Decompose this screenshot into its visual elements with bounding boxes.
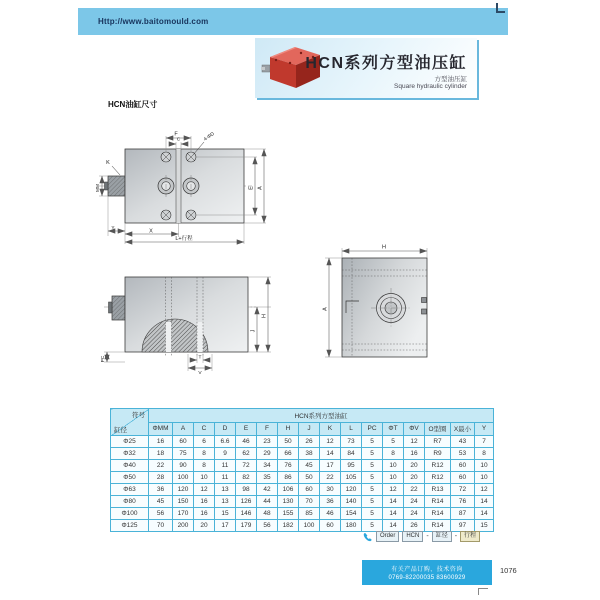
column-header: ΦMM — [149, 422, 173, 436]
bore-cell: Φ32 — [111, 448, 149, 460]
value-cell: 76 — [451, 496, 475, 508]
dim-label-j: J — [250, 329, 257, 333]
value-cell: 56 — [257, 520, 278, 532]
value-cell: 22 — [404, 484, 425, 496]
value-cell: 24 — [404, 496, 425, 508]
column-header: C — [194, 422, 215, 436]
value-cell: R12 — [425, 472, 451, 484]
value-cell: 53 — [451, 448, 475, 460]
column-header: A — [173, 422, 194, 436]
value-cell: 15 — [475, 520, 494, 532]
dim-label-e: E — [248, 186, 255, 190]
table-row — [111, 520, 494, 532]
value-cell: 16 — [404, 448, 425, 460]
bore-cell: Φ50 — [111, 472, 149, 484]
table-row — [111, 448, 494, 460]
value-cell: 72 — [451, 484, 475, 496]
bore-cell: Φ125 — [111, 520, 149, 532]
value-cell: R14 — [425, 520, 451, 532]
value-cell: 75 — [173, 448, 194, 460]
dim-label-l-stroke: L+行程 — [175, 236, 193, 242]
value-cell: R7 — [425, 436, 451, 448]
value-cell: 87 — [451, 508, 475, 520]
value-cell: 8 — [475, 448, 494, 460]
value-cell: 14 — [475, 508, 494, 520]
value-cell: 100 — [173, 472, 194, 484]
value-cell: 98 — [236, 484, 257, 496]
value-cell: 100 — [299, 520, 320, 532]
value-cell: 8 — [383, 448, 404, 460]
value-cell: R14 — [425, 508, 451, 520]
order-separator: - — [426, 533, 429, 540]
value-cell: 10 — [383, 460, 404, 472]
value-cell: 38 — [299, 448, 320, 460]
column-header: E — [236, 422, 257, 436]
value-cell: 66 — [278, 448, 299, 460]
value-cell: 29 — [257, 448, 278, 460]
column-header: O型圈 — [425, 422, 451, 436]
value-cell: 24 — [404, 508, 425, 520]
value-cell: 20 — [404, 472, 425, 484]
value-cell: 45 — [149, 496, 173, 508]
drawing-end-view — [323, 245, 428, 358]
dim-label-c: C — [176, 137, 181, 143]
value-cell: 56 — [149, 508, 173, 520]
dim-label-h-front: H — [261, 314, 268, 318]
value-cell: 6.6 — [215, 436, 236, 448]
website-url: Http://www.baitomould.com — [98, 17, 209, 26]
value-cell: 73 — [341, 436, 362, 448]
value-cell: 12 — [383, 484, 404, 496]
value-cell: 182 — [278, 520, 299, 532]
value-cell: 12 — [194, 484, 215, 496]
value-cell: 15 — [215, 508, 236, 520]
value-cell: 17 — [320, 460, 341, 472]
drawing-front-view — [100, 277, 271, 376]
bore-cell: Φ63 — [111, 484, 149, 496]
value-cell: 5 — [362, 448, 383, 460]
value-cell: R9 — [425, 448, 451, 460]
value-cell: 179 — [236, 520, 257, 532]
dim-label-y: Y — [111, 226, 115, 231]
dim-label-f: F — [174, 131, 178, 138]
table-row — [111, 508, 494, 520]
order-info — [363, 531, 480, 542]
value-cell: 10 — [194, 472, 215, 484]
value-cell: 23 — [257, 436, 278, 448]
order-box-stroke: 行程 — [460, 531, 480, 542]
column-header: H — [278, 422, 299, 436]
value-cell: 84 — [341, 448, 362, 460]
value-cell: 48 — [257, 508, 278, 520]
value-cell: 11 — [215, 460, 236, 472]
value-cell: 97 — [451, 520, 475, 532]
column-header: ΦV — [404, 422, 425, 436]
value-cell: 50 — [278, 436, 299, 448]
value-cell: 16 — [194, 496, 215, 508]
dim-label-x: X — [149, 228, 153, 235]
column-header: D — [215, 422, 236, 436]
bore-cell: Φ80 — [111, 496, 149, 508]
value-cell: 120 — [341, 484, 362, 496]
value-cell: 105 — [341, 472, 362, 484]
value-cell: 170 — [173, 508, 194, 520]
value-cell: 12 — [404, 436, 425, 448]
table-span-header: HCN系列方型油缸 — [149, 409, 494, 423]
value-cell: 46 — [320, 508, 341, 520]
value-cell: 150 — [173, 496, 194, 508]
value-cell: 11 — [215, 472, 236, 484]
table-corner-cell — [111, 409, 149, 436]
dimension-table-wrap — [110, 408, 494, 532]
value-cell: 20 — [194, 520, 215, 532]
value-cell: 60 — [451, 460, 475, 472]
value-cell: 10 — [383, 472, 404, 484]
column-header: PC — [362, 422, 383, 436]
value-cell: 36 — [320, 496, 341, 508]
value-cell: 60 — [320, 520, 341, 532]
value-cell: 17 — [215, 520, 236, 532]
value-cell: 106 — [278, 484, 299, 496]
value-cell: 62 — [236, 448, 257, 460]
table-row — [111, 436, 494, 448]
value-cell: 76 — [278, 460, 299, 472]
value-cell: 14 — [383, 508, 404, 520]
product-subtitle-cn: 方型油压缸 — [434, 76, 467, 83]
dim-label-a-end: A — [322, 307, 329, 311]
table-row — [111, 472, 494, 484]
footer-line2: 0769-82200035 83600929 — [388, 575, 466, 581]
value-cell: 13 — [215, 484, 236, 496]
value-cell: 60 — [299, 484, 320, 496]
value-cell: 35 — [257, 472, 278, 484]
header-band — [78, 8, 508, 35]
value-cell: 28 — [149, 472, 173, 484]
order-box-model: HCN — [402, 531, 423, 542]
corner-label-symbol: 符号 — [132, 412, 145, 419]
column-header: Y — [475, 422, 494, 436]
column-header: K — [320, 422, 341, 436]
dimension-table — [110, 408, 494, 532]
value-cell: 126 — [236, 496, 257, 508]
value-cell: R14 — [425, 496, 451, 508]
value-cell: 6 — [194, 436, 215, 448]
value-cell: 155 — [278, 508, 299, 520]
value-cell: 7 — [475, 436, 494, 448]
value-cell: 43 — [451, 436, 475, 448]
value-cell: 60 — [173, 436, 194, 448]
value-cell: 22 — [149, 460, 173, 472]
value-cell: 14 — [383, 520, 404, 532]
column-header: ΦT — [383, 422, 404, 436]
value-cell: 12 — [475, 484, 494, 496]
corner-label-bore: 缸径 — [114, 427, 127, 434]
value-cell: 14 — [475, 496, 494, 508]
dim-label-v: V — [198, 371, 202, 376]
table-row — [111, 484, 494, 496]
value-cell: 36 — [149, 484, 173, 496]
order-separator: - — [454, 533, 458, 540]
dim-label-h-end: H — [382, 244, 386, 251]
value-cell: 180 — [341, 520, 362, 532]
value-cell: 82 — [236, 472, 257, 484]
value-cell: 12 — [320, 436, 341, 448]
value-cell: 200 — [173, 520, 194, 532]
value-cell: 9 — [215, 448, 236, 460]
dim-label-pc: PC — [101, 355, 106, 363]
value-cell: 50 — [299, 472, 320, 484]
corner-register-mark-top — [496, 3, 505, 13]
column-header: X最小 — [451, 422, 475, 436]
column-header: F — [257, 422, 278, 436]
table-row — [111, 496, 494, 508]
value-cell: 90 — [173, 460, 194, 472]
value-cell: R12 — [425, 460, 451, 472]
technical-drawings — [90, 115, 500, 400]
value-cell: 8 — [194, 448, 215, 460]
value-cell: 18 — [149, 448, 173, 460]
dim-label-a: A — [257, 186, 264, 190]
value-cell: 85 — [299, 508, 320, 520]
value-cell: 120 — [173, 484, 194, 496]
value-cell: 5 — [362, 520, 383, 532]
value-cell: 8 — [194, 460, 215, 472]
drawing-top-view — [95, 131, 266, 244]
section-label: HCN油缸尺寸 — [108, 100, 158, 109]
dim-label-mm: MM — [96, 184, 101, 192]
value-cell: 5 — [362, 496, 383, 508]
table-column-row — [111, 422, 494, 436]
value-cell: 30 — [320, 484, 341, 496]
value-cell: 70 — [149, 520, 173, 532]
value-cell: 45 — [299, 460, 320, 472]
value-cell: 10 — [475, 472, 494, 484]
value-cell: 20 — [404, 460, 425, 472]
footer-line1: 有关产品订购、技术咨询 — [391, 567, 463, 573]
value-cell: 42 — [257, 484, 278, 496]
footer-contact-box — [362, 560, 492, 585]
product-subtitle-en: Square hydraulic cylinder — [394, 83, 467, 90]
value-cell: 13 — [215, 496, 236, 508]
value-cell: 60 — [451, 472, 475, 484]
value-cell: 5 — [362, 436, 383, 448]
value-cell: 16 — [194, 508, 215, 520]
product-title: HCN系列方型油压缸 — [305, 55, 467, 72]
corner-register-mark-bottom — [478, 588, 488, 595]
dim-label-4phid: 4-ΦD — [203, 131, 216, 143]
bore-cell: Φ25 — [111, 436, 149, 448]
order-box-order: Order — [376, 531, 399, 542]
dim-label-t: T — [198, 355, 202, 361]
bore-cell: Φ40 — [111, 460, 149, 472]
value-cell: 16 — [149, 436, 173, 448]
value-cell: 154 — [341, 508, 362, 520]
order-box-bore: 缸径 — [432, 531, 452, 542]
page-number: 1076 — [500, 566, 517, 575]
value-cell: 86 — [278, 472, 299, 484]
bore-cell: Φ100 — [111, 508, 149, 520]
value-cell: 14 — [383, 496, 404, 508]
title-block — [255, 38, 477, 98]
value-cell: 22 — [320, 472, 341, 484]
value-cell: 44 — [257, 496, 278, 508]
table-row — [111, 460, 494, 472]
value-cell: 10 — [475, 460, 494, 472]
value-cell: 5 — [362, 460, 383, 472]
value-cell: 26 — [404, 520, 425, 532]
value-cell: 130 — [278, 496, 299, 508]
value-cell: 72 — [236, 460, 257, 472]
value-cell: 146 — [236, 508, 257, 520]
value-cell: 140 — [341, 496, 362, 508]
value-cell: 46 — [236, 436, 257, 448]
value-cell: 95 — [341, 460, 362, 472]
value-cell: R13 — [425, 484, 451, 496]
dim-label-k: K — [106, 160, 110, 166]
value-cell: 14 — [320, 448, 341, 460]
phone-icon — [363, 532, 373, 542]
value-cell: 5 — [362, 508, 383, 520]
value-cell: 70 — [299, 496, 320, 508]
column-header: J — [299, 422, 320, 436]
value-cell: 5 — [362, 484, 383, 496]
value-cell: 5 — [362, 472, 383, 484]
value-cell: 5 — [383, 436, 404, 448]
value-cell: 34 — [257, 460, 278, 472]
column-header: L — [341, 422, 362, 436]
value-cell: 26 — [299, 436, 320, 448]
